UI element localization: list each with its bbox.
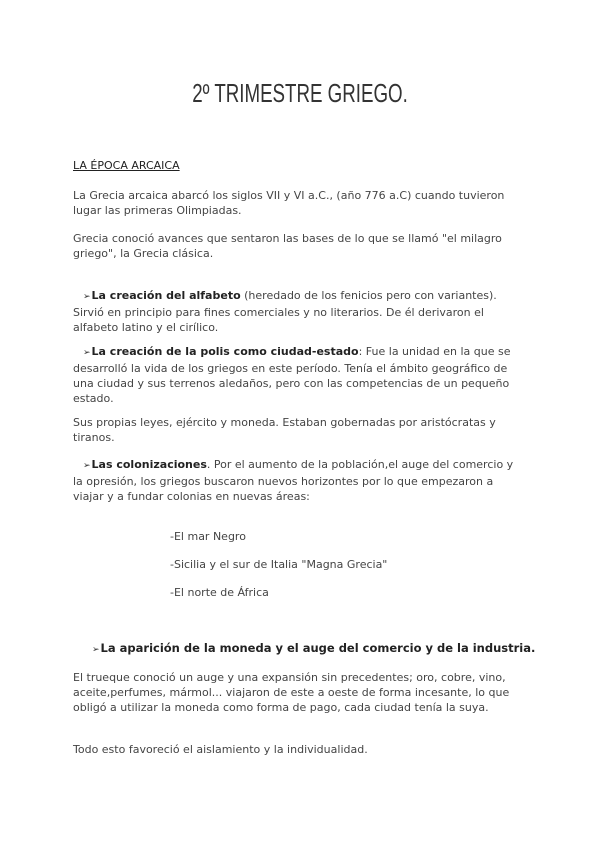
point-polis (73, 344, 525, 406)
intro-paragraph-2: Grecia conoció avances que sentaron las bases de lo que se llamó "el milagro griego", la Grecia clásica. (73, 232, 502, 260)
point-colonizations (73, 457, 525, 504)
point-polis-title: La creación de la polis como ciudad-estado (91, 345, 359, 358)
point-currency (92, 641, 535, 655)
point-polis-text: : Fue la unidad en la que se desarrolló la vida de los griegos en este período. Tenía el ámbito geográfico de una ciudad y sus terrenos aledaños, pero con las competencias de un pequeño estado. (73, 345, 511, 405)
point-colonizations-text: . Por el aumento de la población,el auge del comercio y la opresión, los griegos buscaron nuevos horizontes por lo que empezaron a viajar y a fundar colonias en nuevas áreas: (73, 458, 514, 503)
point-currency-title: La aparición de la moneda y el auge del comercio y de la industria. (100, 641, 536, 655)
arrow-bullet-icon: ➢ (83, 292, 91, 302)
point-alphabet (73, 288, 525, 335)
colony-item: -El norte de África (170, 586, 269, 599)
intro-paragraph-1: La Grecia arcaica abarcó los siglos VII y VI a.C., (año 776 a.C) cuando tuvieron lugar las primeras Olimpiadas. (73, 189, 505, 217)
colony-item: -El mar Negro (170, 530, 246, 543)
arrow-bullet-icon: ➢ (92, 645, 100, 655)
colony-item: -Sicilia y el sur de Italia "Magna Grecia" (170, 558, 388, 571)
arrow-bullet-icon: ➢ (83, 461, 91, 471)
conclusion-paragraph: Todo esto favoreció el aislamiento y la individualidad. (73, 743, 368, 756)
page-title: 2º TRIMESTRE GRIEGO. (192, 78, 408, 108)
point-alphabet-title: La creación del alfabeto (91, 289, 241, 302)
point-colonizations-title: Las colonizaciones (91, 458, 207, 471)
trade-paragraph: El trueque conoció un auge y una expansión sin precedentes; oro, cobre, vino, aceite,perfumes, mármol... viajaron de este a oeste de forma incesante, lo que obligó a utilizar la moneda como forma de pago, cada ciudad tenía la suya. (73, 671, 510, 714)
arrow-bullet-icon: ➢ (83, 348, 91, 358)
point-alphabet-text: (heredado de los fenicios pero con variantes). Sirvió en principio para fines comerciales y no literarios. De él derivaron el alfabeto latino y el cirílico. (73, 289, 497, 334)
section-heading: LA ÉPOCA ARCAICA (73, 159, 180, 172)
point-polis-extra: Sus propias leyes, ejército y moneda. Estaban gobernadas por aristócratas y tiranos. (73, 416, 496, 444)
